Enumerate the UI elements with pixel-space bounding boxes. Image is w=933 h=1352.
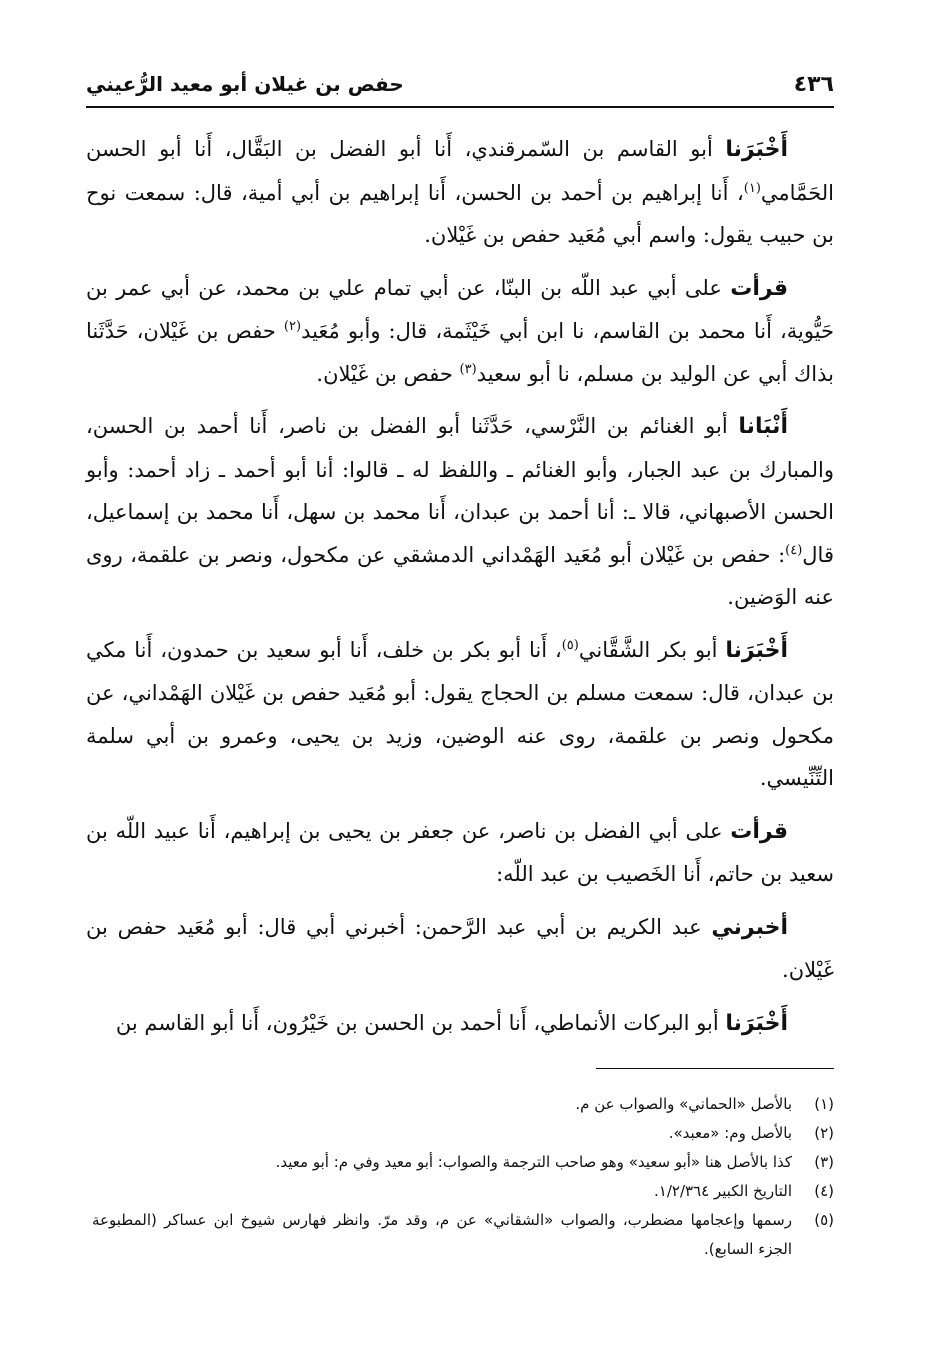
paragraph-text: : حفص بن غَيْلان أبو مُعَيد الهَمْداني الدمشقي عن مكحول، ونصر بن علقمة، روى عنه الوَضين. — [86, 542, 834, 609]
paragraph — [86, 128, 834, 257]
paragraph-text: أبو الغنائم بن النَّرْسي، حَدَّثَنا أبو الفضل بن ناصر، أَنا أحمد بن الحسن، والمبارك بن عبد الجبار، وأبو الغنائم ـ واللفظ له ـ قالوا: أنا أبو أحمد ـ زاد أحمد: وأبو الحسن الأصبهاني، قالا ـ: أنا أحمد بن عبدان، أَنا محمد بن سهل، أَنا محمد بن إسماعيل، قال — [86, 414, 834, 567]
footnote-number: (٤) — [814, 1182, 834, 1200]
footnote-number: (٣) — [814, 1153, 834, 1171]
paragraph-text: على أبي عبد اللّه بن البنّا، عن أبي تمام علي بن محمد، عن أبي عمر بن حَيُّوية، أَنا محمد بن القاسم، نا ابن أبي خَيْثَمة، قال: وأبو مُعَيد — [86, 275, 835, 343]
lead-word: قرأت — [730, 275, 788, 301]
paragraph-text: حفص بن غَيْلان. — [316, 361, 460, 386]
footnote-number: (٢) — [814, 1124, 834, 1142]
paragraph-text: أبو القاسم بن السّمرقندي، أَنا أبو الفضل بن البَقَّال، أَنا أبو الحسن الحَمَّامي — [86, 137, 834, 205]
main-text — [86, 128, 834, 1055]
footnote-separator — [596, 1068, 834, 1069]
paragraph — [86, 267, 834, 396]
running-title: حفص بن غيلان أبو معيد الرُّعيني — [86, 72, 404, 96]
paragraph — [86, 405, 834, 619]
paragraph-text: ، أَنا أبو بكر بن خلف، أَنا أبو سعيد بن حمدون، أَنا مكي بن عبدان، قال: سمعت مسلم بن الحجاج يقول: أبو مُعَيد حفص بن غَيْلان الهَمْداني، عن مكحول ونصر بن علقمة، روى عنه الوضين، وزيد بن يحيى، وعمرو بن أبي سلمة التِّنِّيسي. — [86, 637, 834, 790]
footnote-number: (١) — [814, 1095, 834, 1113]
footnote-marker: (٣) — [459, 361, 477, 377]
header-rule — [86, 106, 834, 108]
footnote-text: كذا بالأصل هنا «أبو سعيد» وهو صاحب الترجمة والصواب: أبو معيد وفي م: أبو معيد. — [275, 1153, 792, 1171]
page-header — [86, 66, 834, 106]
paragraph-text: عبد الكريم بن أبي عبد الرَّحمن: أخبرني أبي قال: أبو مُعَيد حفص بن غَيْلان. — [86, 914, 834, 982]
lead-word: أخبرني — [711, 914, 788, 940]
footnote — [92, 1206, 834, 1264]
footnote-text: التاريخ الكبير ١/٢/٣٦٤. — [654, 1182, 792, 1200]
lead-word: أَخْبَرَنا — [725, 137, 788, 162]
paragraph-text: أبو البركات الأنماطي، أَنا أحمد بن الحسن بن خَيْرُون، أَنا أبو القاسم بن — [115, 1010, 726, 1035]
footnote — [92, 1177, 834, 1206]
page-number: ٤٣٦ — [793, 72, 834, 97]
footnote-marker: (٢) — [283, 319, 302, 334]
paragraph-text: ، أَنا إبراهيم بن أحمد بن الحسن، أَنا إبراهيم بن أبي أمية، قال: سمعت نوح بن حبيب يقول: واسم أبي مُعَيد حفص بن غَيْلان. — [86, 180, 834, 247]
footnote-text: بالأصل وم: «معبد». — [668, 1124, 792, 1142]
footnote-marker: (١) — [743, 180, 761, 196]
footnote — [92, 1119, 834, 1148]
footnote — [92, 1148, 834, 1177]
paragraph — [86, 810, 834, 896]
footnote-text: بالأصل «الحماني» والصواب عن م. — [575, 1095, 792, 1113]
footnote-number: (٥) — [814, 1211, 834, 1229]
footnote-text: رسمها وإعجامها مضطرب، والصواب «الشقاني» عن م، وقد مرّ. وانظر فهارس شيوخ ابن عساكر (المطبوعة الجزء السابع). — [92, 1211, 792, 1258]
footnotes — [92, 1090, 834, 1264]
lead-word: قرأت — [730, 818, 788, 844]
footnote-marker: (٤) — [785, 542, 803, 558]
paragraph-text: أبو بكر الشَّقَّاني — [578, 637, 726, 662]
footnote — [92, 1090, 834, 1119]
paragraph-text: حفص بن غَيْلان، حَدَّثَنا بذاك أبي عن الوليد بن مسلم، نا أبو سعيد — [86, 319, 834, 386]
paragraph — [86, 1002, 834, 1046]
lead-word: أَخْبَرَنا — [725, 637, 788, 663]
paragraph — [86, 906, 834, 992]
paragraph-text: على أبي الفضل بن ناصر، عن جعفر بن يحيى بن إبراهيم، أَنا عبيد اللّه بن سعيد بن حاتم، أَنا الخَصيب بن عبد اللّه: — [86, 818, 834, 886]
lead-word: أَنْبَانا — [738, 414, 788, 439]
footnote-marker: (٥) — [561, 637, 579, 653]
lead-word: أَخْبَرَنا — [725, 1010, 788, 1036]
paragraph — [86, 629, 834, 800]
